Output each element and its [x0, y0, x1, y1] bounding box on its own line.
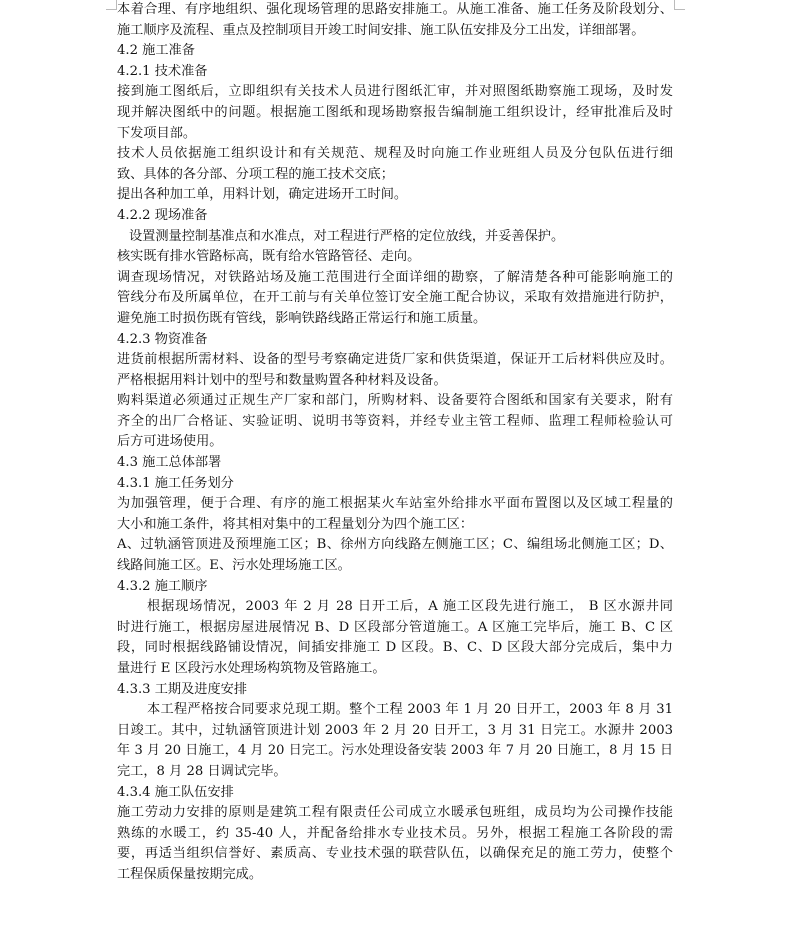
text-line: 完工，8 月 28 日调试完毕。 — [117, 763, 287, 779]
text-line: 严格根据用料计划中的型号和数量购置各种材料及设备。 — [117, 372, 447, 388]
section-heading: 4.3 施工总体部署 — [117, 455, 222, 471]
subsection-heading: 4.2.1 技术准备 — [117, 63, 208, 79]
subsection-heading: 4.3.1 施工任务划分 — [117, 475, 234, 491]
text-line: 线路间施工区。E、污水处理场施工区。 — [117, 558, 351, 574]
text-line: 大小和施工条件，将其相对集中的工程量划分为四个施工区： — [117, 516, 474, 532]
text-line: 技术人员依据施工组织设计和有关规范、规程及时向施工作业班组人员及分包队伍进行细 — [117, 146, 673, 162]
text-line: 进货前根据所需材料、设备的型号考察确定进货厂家和供货渠道，保证开工后材料供应及时。 — [117, 352, 673, 368]
text-line: 量进行 E 区段污水处理场构筑物及管路施工。 — [117, 661, 386, 676]
text-line: 齐全的出厂合格证、实验证明、说明书等资料，并经专业主管工程师、监理工程师检验认可 — [117, 413, 673, 429]
section-heading: 4.2 施工准备 — [117, 43, 195, 59]
text-line: A、过轨涵管顶进及预埋施工区；B、徐州方向线路左侧施工区；C、编组场北侧施工区；D、 — [117, 537, 673, 553]
text-line: 日竣工。其中，过轨涵管顶进计划 2003 年 2 月 20 日开工，3 月 31 日完工。水源井 2003 — [117, 722, 673, 738]
subsection-heading: 4.3.3 工期及进度安排 — [117, 681, 248, 697]
text-line: 致、具体的各分部、分项工程的施工技术交底； — [117, 166, 394, 182]
subsection-heading: 4.2.3 物资准备 — [117, 331, 208, 347]
document-page — [117, 0, 673, 886]
text-line: 设置测量控制基准点和水准点，对工程进行严格的定位放线，并妥善保护。 — [129, 228, 565, 244]
page-corner-mark-left — [106, 0, 117, 10]
text-line: 提出各种加工单，用料计划，确定进场开工时间。 — [117, 187, 408, 203]
text-line: 管线分布及所属单位，在开工前与有关单位签订安全施工配合协议，采取有效措施进行防护， — [117, 290, 673, 306]
text-line: 为加强管理，便于合理、有序的施工根据某火车站室外给排水平面布置图以及区域工程量的 — [117, 496, 673, 512]
text-line: 后方可进场使用。 — [117, 434, 223, 450]
text-line: 施工劳动力安排的原则是建筑工程有限责任公司成立水暖承包班组，成员均为公司操作技能 — [117, 805, 673, 821]
text-line: 根据现场情况，2003 年 2 月 28 日开工后，A 施工区段先进行施工， B 区水源井同 — [147, 599, 673, 615]
text-line: 熟练的水暖工，约 35-40 人，并配备给排水专业技术员。另外，根据工程施工各阶段的需 — [117, 825, 673, 841]
text-line: 核实既有排水管路标高，既有给水管路管径、走向。 — [117, 249, 421, 265]
subsection-heading: 4.3.4 施工队伍安排 — [117, 784, 234, 800]
text-line: 避免施工时损伤既有管线，影响铁路线路正常运行和施工质量。 — [117, 310, 487, 326]
subsection-heading: 4.3.2 施工顺序 — [117, 578, 208, 594]
text-line: 下发项目部。 — [117, 125, 197, 141]
text-line: 调查现场情况，对铁路站场及施工范围进行全面详细的勘察，了解清楚各种可能影响施工的 — [117, 269, 673, 285]
text-line: 本工程严格按合同要求兑现工期。整个工程 2003 年 1 月 20 日开工，2003 年 8 月 31 — [147, 702, 673, 718]
text-line: 本着合理、有序地组织、强化现场管理的思路安排施工。从施工准备、施工任务及阶段划分、 — [117, 2, 673, 17]
subsection-heading: 4.2.2 现场准备 — [117, 207, 208, 223]
text-line: 时进行施工，根据房屋进展情况 B、D 区段部分管道施工。A 区施工完毕后，施工 B、C 区 — [117, 619, 673, 635]
text-line: 购料渠道必须通过正规生产厂家和部门，所购材料、设备要符合图纸和国家有关要求，附有 — [117, 393, 673, 409]
page-corner-mark-right — [674, 0, 685, 10]
text-line: 年 3 月 20 日施工，4 月 20 日完工。污水处理设备安装 2003 年 7 月 20 日施工，8 月 15 日 — [117, 743, 673, 759]
text-line: 施工顺序及流程、重点及控制项目开竣工时间安排、施工队伍安排及分工出发，详细部署。 — [117, 22, 645, 38]
text-line: 要，再适当组织信誉好、素质高、专业技术强的联营队伍，以确保充足的施工劳力，使整个 — [117, 846, 673, 862]
text-line: 工程保质保量按期完成。 — [117, 866, 263, 882]
text-line: 现并解决图纸中的问题。根据施工图纸和现场勘察报告编制施工组织设计，经审批准后及时 — [117, 104, 673, 120]
text-line: 接到施工图纸后，立即组织有关技术人员进行图纸汇审，并对照图纸勘察施工现场，及时发 — [117, 84, 673, 100]
text-line: 段，同时根据线路铺设情况，间插安排施工 D 区段。B、C、D 区段大部分完成后，集中力 — [117, 640, 673, 656]
